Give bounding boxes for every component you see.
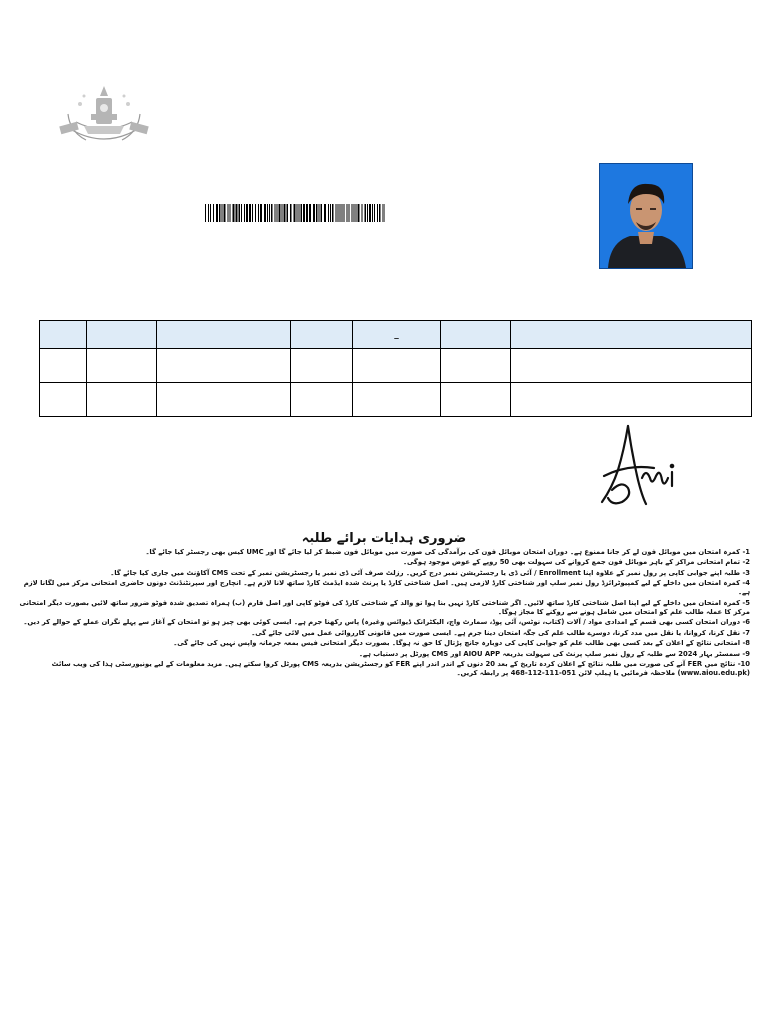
table-header-cell	[511, 321, 752, 349]
table-cell	[40, 349, 87, 383]
university-crest-icon	[58, 84, 150, 150]
table-header-cell	[291, 321, 353, 349]
table-cell	[157, 383, 291, 417]
table-cell	[87, 383, 157, 417]
table-cell	[511, 383, 752, 417]
signature-icon	[598, 420, 678, 515]
table-cell	[40, 383, 87, 417]
table-cell	[511, 349, 752, 383]
instruction-item: 4- کمرہ امتحان میں داخلے کے لیے کمپیوٹرائزڈ رول نمبر سلپ اور شناختی کارڈ لازمی ہیں۔ اصل شناختی کارڈ یا پرنٹ شدہ ایڈمٹ کارڈ ساتھ لانا لازم ہے۔ انچارج اور سپرنٹنڈنٹ دونوں حاضری امتحانی مرکز میں لگانا لازم ہے۔	[23, 579, 750, 597]
table-header-cell	[40, 321, 87, 349]
student-photo-icon	[599, 163, 693, 269]
instruction-item: 9- سمسٹر بہار 2024 سے طلبہ کے رول نمبر سلپ پرنٹ کی سہولت بذریعہ AIOU APP اور CMS پورٹل پر دستیاب ہے۔	[358, 649, 750, 658]
exam-schedule-table	[39, 320, 752, 417]
instruction-item: 6- دوران امتحان کسی بھی قسم کے امدادی مواد / آلات (کتاب، نوٹس، آئی پوڈ، سمارٹ واچ، الیکٹرانک ڈیوائس وغیرہ) پاس رکھنا جرم ہے۔ ایسی کوئی بھی چیز ہو تو امتحان کے آغاز سے پہلے نگران عملے کے حوالے کر دیں۔	[23, 618, 750, 627]
table-row	[40, 383, 752, 417]
table-cell	[291, 349, 353, 383]
table-header-row	[40, 321, 752, 349]
instruction-item: 1- کمرہ امتحان میں موبائل فون لے کر جانا ممنوع ہے۔ دوران امتحان موبائل فون کی برآمدگی کی صورت میں موبائل فون ضبط کر لیا جائے گا اور UMC کیس بھی رجسٹر کیا جائے گا۔	[145, 548, 750, 556]
table-cell	[353, 349, 441, 383]
instructions-title: ضروری ہدایات برائے طلبہ	[301, 531, 467, 546]
table-cell	[353, 383, 441, 417]
table-cell	[441, 349, 511, 383]
table-cell	[157, 349, 291, 383]
instructions-list	[18, 548, 750, 680]
table-header-cell	[441, 321, 511, 349]
table-header-cell	[87, 321, 157, 349]
table-cell	[87, 349, 157, 383]
instruction-item: 2- تمام امتحانی مراکز کے باہر موبائل فون جمع کروانے کی سہولت بھی 50 روپے کے عوض موجود ہوگی۔	[403, 558, 750, 567]
instruction-item: 5- کمرہ امتحان میں داخلے کے لیے اپنا اصل شناختی کارڈ ساتھ لائیں۔ اگر شناختی کارڈ نہیں بنا ہوا تو والد کے شناختی کارڈ کی فوٹو کاپی اور اصل فارم (ب) ہمراہ تصدیق شدہ فوٹو ضرور ساتھ لائیں بصورت دیگر امتحانی مرکز کا عملہ طالب علم کو امتحان میں شامل ہونے سے روکنے کا مجاز ہوگا۔	[19, 598, 750, 616]
instruction-item: 10- نتائج میں FER آنے کی صورت میں طلبہ نتائج کے اعلان کردہ تاریخ کے بعد 20 دنوں کے اندر اندر اپنے FER کو رجسٹریشن بذریعہ CMS پورٹل کروا سکتے ہیں۔ مزید معلومات کے لیے یونیورسٹی ہذا کی ویب سائٹ (www.aiou.edu.pk) ملاحظہ فرمائیں یا ہیلپ لائن 051-111-112-468 پر رابطہ کریں۔	[51, 659, 750, 678]
table-cell	[441, 383, 511, 417]
table-header-cell: _	[353, 321, 441, 349]
table-cell	[291, 383, 353, 417]
instruction-item: 8- امتحانی نتائج کے اعلان کے بعد کسی بھی طالب علم کو جوابی کاپی کی دوبارہ جانچ پڑتال کا حق نہ ہوگا۔ بصورت دیگر امتحانی فیس بمعہ جرمانہ واپس نہیں کی جائے گی۔	[173, 639, 750, 648]
instruction-item: 3- طلبہ اپنے جوابی کاپی پر رول نمبر کے علاوہ اپنا Enrollment / آئی ڈی یا رجسٹریشن نمبر درج کریں۔ رزلٹ صرف آئی ڈی نمبر یا رجسٹریشن نمبر کے تحت CMS آکاؤنٹ میں جاری کیا جائے گا۔	[110, 568, 750, 577]
table-header-cell	[157, 321, 291, 349]
table-row	[40, 349, 752, 383]
barcode-icon	[205, 204, 385, 222]
instruction-item: 7- نقل کرنا، کروانا، یا نقل میں مدد کرنا، دوسرے طالب علم کی جگہ امتحان دینا جرم ہے۔ ایسی صورت میں قانونی کارروائی عمل میں لائی جائے گی۔	[251, 628, 750, 637]
